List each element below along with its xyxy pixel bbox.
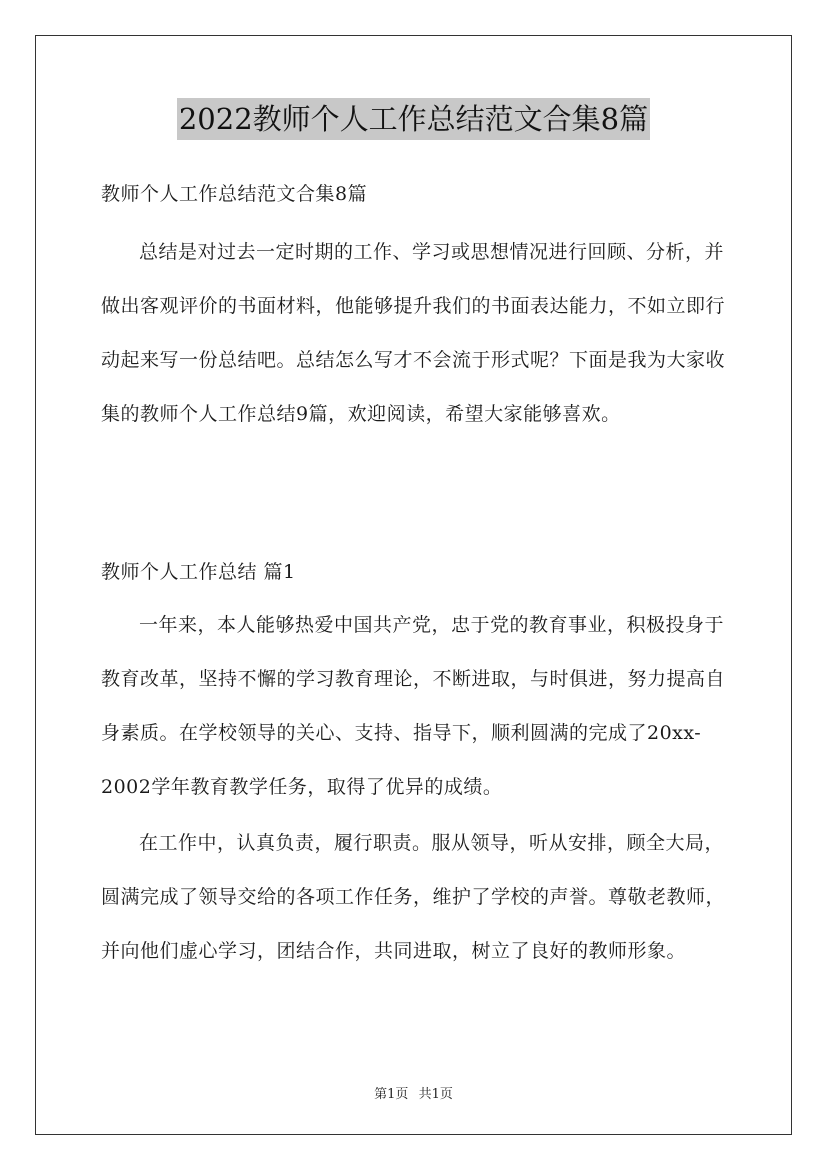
body-paragraph-1: 一年来，本人能够热爱中国共产党，忠于党的教育事业，积极投身于教育改革，坚持不懈的学习教育理论，不断进取，与时俱进，努力提高自身素质。在学校领导的关心、支持、指导下，顺利圆满的完成了20xx-2002学年教育教学任务，取得了优异的成绩。 [101,614,726,798]
page-footer [0,1083,827,1102]
page-total: 共1页 [418,1087,453,1102]
section-heading: 教师个人工作总结 篇1 [101,561,296,583]
document-title: 2022教师个人工作总结范文合集8篇 [177,98,650,140]
intro-paragraph: 总结是对过去一定时期的工作、学习或思想情况进行回顾、分析，并做出客观评价的书面材料，他能够提升我们的书面表达能力，不如立即行动起来写一份总结吧。总结怎么写才不会流于形式呢？下面是我为大家收集的教师个人工作总结9篇，欢迎阅读，希望大家能够喜欢。 [101,241,726,425]
document-subtitle: 教师个人工作总结范文合集8篇 [101,183,368,205]
title-container [0,98,827,140]
page-number: 第1页 [374,1087,409,1102]
body-paragraph-2: 在工作中，认真负责，履行职责。服从领导，听从安排，顾全大局，圆满完成了领导交给的各项工作任务，维护了学校的声誉。尊敬老教师，并向他们虚心学习，团结合作，共同进取，树立了良好的教师形象。 [101,832,726,962]
